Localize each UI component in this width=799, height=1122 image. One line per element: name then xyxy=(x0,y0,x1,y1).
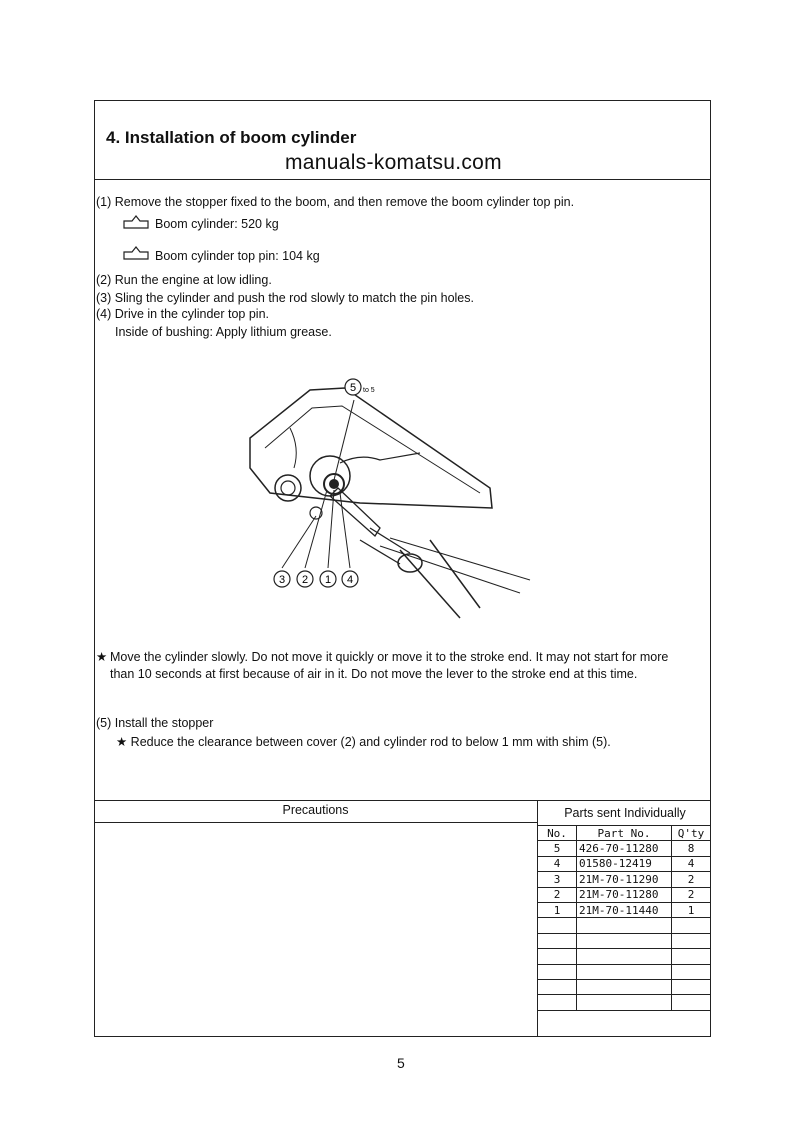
table-row xyxy=(538,856,711,871)
table-row xyxy=(538,872,711,887)
cell-no: 4 xyxy=(538,856,577,871)
watermark: manuals-komatsu.com xyxy=(285,151,502,174)
step-4: (4) Drive in the cylinder top pin. xyxy=(96,307,269,321)
step-3: (3) Sling the cylinder and push the rod slowly to match the pin holes. xyxy=(96,291,474,305)
precautions-heading: Precautions xyxy=(282,803,349,817)
cell-qty: 1 xyxy=(672,902,711,917)
table-row xyxy=(538,979,711,994)
svg-text:to 5: to 5 xyxy=(363,387,375,394)
cell-no xyxy=(538,933,577,948)
callout-4 xyxy=(342,571,358,587)
step-5-title: (5) Install the stopper xyxy=(96,716,214,730)
cell-no: 3 xyxy=(538,872,577,887)
cell-qty xyxy=(672,918,711,933)
step-2: (2) Run the engine at low idling. xyxy=(96,273,272,287)
svg-text:4: 4 xyxy=(346,574,354,586)
cell-no xyxy=(538,949,577,964)
cell-qty xyxy=(672,995,711,1010)
caution-text: Move the cylinder slowly. Do not move it quickly or move it to the stroke end. It may not start for more than 10 seconds at first because of air in it. Do not move the lever to the stroke end at this time. xyxy=(110,650,669,681)
cell-part-no: 426-70-11280 xyxy=(577,841,672,856)
title-divider xyxy=(94,179,711,180)
table-row xyxy=(538,841,711,856)
cell-part-no xyxy=(577,979,672,994)
cell-qty xyxy=(672,979,711,994)
cell-qty: 4 xyxy=(672,856,711,871)
weight-boom-cylinder: Boom cylinder: 520 kg xyxy=(155,217,279,231)
weight-top-pin: Boom cylinder top pin: 104 kg xyxy=(155,249,320,263)
cell-qty xyxy=(672,933,711,948)
parts-table xyxy=(537,825,711,1011)
hoist-weight-icon xyxy=(123,215,149,229)
precautions-rule xyxy=(94,822,537,823)
step-4-note: Inside of bushing: Apply lithium grease. xyxy=(115,325,332,339)
table-row xyxy=(538,995,711,1010)
cell-no: 5 xyxy=(538,841,577,856)
page-number: 5 xyxy=(397,1055,405,1071)
svg-text:3: 3 xyxy=(278,574,286,586)
cell-part-no: 01580-12419 xyxy=(577,856,672,871)
cell-part-no xyxy=(577,933,672,948)
cell-qty: 8 xyxy=(672,841,711,856)
col-part-no: Part No. xyxy=(577,826,672,841)
cell-qty: 2 xyxy=(672,872,711,887)
cell-part-no: 21M-70-11440 xyxy=(577,902,672,917)
cell-no: 1 xyxy=(538,902,577,917)
cell-no xyxy=(538,995,577,1010)
footer-divider xyxy=(94,800,711,801)
table-row xyxy=(538,964,711,979)
cell-qty: 2 xyxy=(672,887,711,902)
callout-5 xyxy=(345,379,375,395)
cell-part-no xyxy=(577,964,672,979)
hoist-weight-icon xyxy=(123,246,149,260)
parts-heading: Parts sent Individually xyxy=(564,806,686,820)
cell-part-no: 21M-70-11280 xyxy=(577,887,672,902)
cell-part-no: 21M-70-11290 xyxy=(577,872,672,887)
cell-part-no xyxy=(577,995,672,1010)
callout-1 xyxy=(320,571,336,587)
parts-header-row xyxy=(538,826,711,841)
boom-cylinder-diagram xyxy=(230,368,540,628)
cell-no: 2 xyxy=(538,887,577,902)
table-row xyxy=(538,949,711,964)
cell-qty xyxy=(672,949,711,964)
table-row xyxy=(538,918,711,933)
step-1: (1) Remove the stopper fixed to the boom, and then remove the boom cylinder top pin. xyxy=(96,195,575,209)
table-row xyxy=(538,902,711,917)
cell-part-no xyxy=(577,949,672,964)
table-row xyxy=(538,887,711,902)
table-row xyxy=(538,933,711,948)
star-icon: ★ xyxy=(96,650,108,664)
step-5-detail: ★ Reduce the clearance between cover (2) and cylinder rod to below 1 mm with shim (5). xyxy=(116,735,611,749)
callout-3 xyxy=(274,571,290,587)
col-no: No. xyxy=(538,826,577,841)
cell-no xyxy=(538,979,577,994)
svg-text:2: 2 xyxy=(301,574,309,586)
cell-no xyxy=(538,918,577,933)
section-title: 4. Installation of boom cylinder xyxy=(106,128,357,147)
svg-text:1: 1 xyxy=(324,574,332,586)
callout-2 xyxy=(297,571,313,587)
cell-part-no xyxy=(577,918,672,933)
cell-qty xyxy=(672,964,711,979)
caution-note xyxy=(96,649,696,682)
svg-text:5: 5 xyxy=(349,382,357,394)
cell-no xyxy=(538,964,577,979)
col-qty: Q'ty xyxy=(672,826,711,841)
